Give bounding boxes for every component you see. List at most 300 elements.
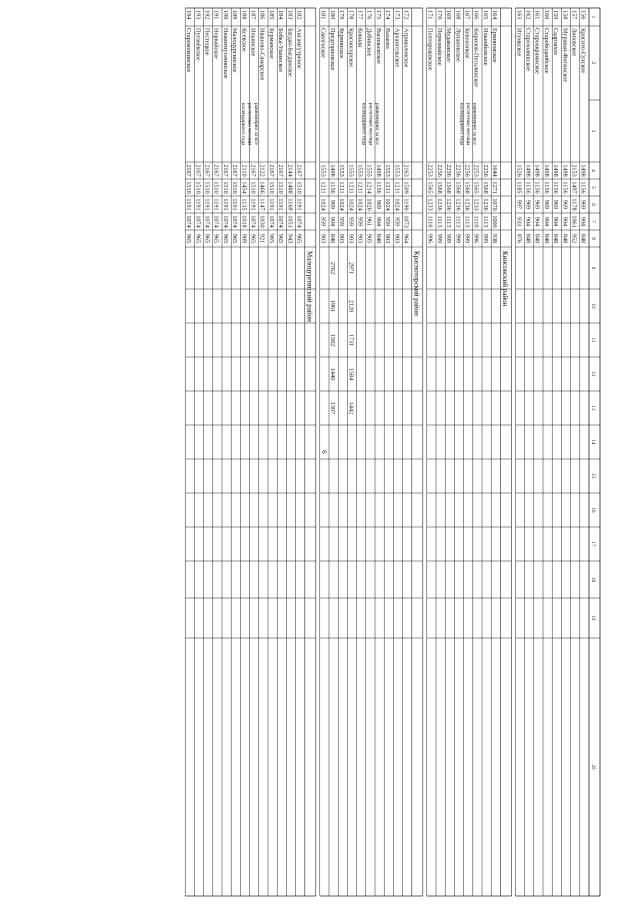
row-number: 166 [472,10,480,20]
value-cell: 1553 [384,164,392,177]
value-cell: 1156 [542,181,550,194]
value-cell: 1553 [338,164,346,177]
value-cell: 965 [295,233,303,244]
value-cell: 1156 [328,181,336,194]
value-cell: 848 [542,233,550,244]
value-cell: 1110 [472,215,480,228]
value-cell: 1024 [338,198,346,211]
value-cell: 1498 [579,164,587,177]
value-cell: 969 [542,199,550,210]
value-cell: 943 [286,233,294,244]
value-cell: 2120 [347,299,355,313]
value-cell: 2256 [454,164,462,177]
value-cell: 965 [231,233,239,244]
value-cell: 1510 [277,181,285,194]
column-number: 17 [590,541,595,547]
row-number: 161 [533,10,541,20]
value-cell: 2253 [426,164,434,177]
district-label: Малоцургинский район [305,251,314,322]
district-label: Кинсовский район [500,251,509,307]
value-cell: 2971 [347,261,355,275]
value-cell: 1074 [203,215,211,228]
value-cell: 1510 [221,181,229,194]
value-cell: 2167 [295,164,303,177]
value-cell: 1568 [435,181,443,194]
settlement-name: Васильевское [374,28,382,64]
settlement-name: Предгорновское [328,28,336,71]
value-cell: 1555 [365,164,373,177]
value-cell: 965 [194,233,202,244]
settlement-name: Норвайское [212,28,220,59]
value-cell: 1156 [533,181,541,194]
row-number: 184 [277,10,285,20]
value-cell: 1074 [194,215,202,228]
value-cell: 1211 [356,181,364,194]
value-cell: 2144 [286,164,294,177]
allocation-note: равномерно за все [373,103,380,145]
value-cell: 1110 [426,215,434,228]
value-cell: 921 [258,233,266,244]
value-cell: 2167 [185,164,193,177]
settlement-name: Ильинское [249,28,257,57]
value-cell: 1113 [435,215,443,228]
value-cell: 997 [515,199,523,210]
settlement-name: Куряниское [338,28,346,59]
value-cell: 1156 [552,181,560,194]
value-cell: 965 [221,233,229,244]
settlement-name: Первомайское [435,28,443,66]
value-cell: 1466 [258,181,266,194]
value-cell: 1191 [249,198,257,211]
row-number: 160 [542,10,550,20]
row-number: 156 [579,10,587,20]
value-cell: 1731 [347,333,355,347]
value-cell: 969 [328,199,336,210]
row-number: 171 [426,10,434,20]
value-cell: 1510 [249,181,257,194]
value-cell: 1271 [491,181,499,194]
value-cell: 1584 [347,367,355,381]
value-cell: 1147 [258,198,266,211]
settlement-name: Вазаевл [384,28,392,49]
row-number: 183 [286,10,294,20]
value-cell: 904 [552,216,560,227]
row-number: 177 [356,10,364,20]
value-cell: 2256 [445,164,453,177]
value-cell: 1498 [328,164,336,177]
value-cell: 2153 [570,164,578,177]
value-cell: 1113 [463,215,471,228]
value-cell: 1553 [347,164,355,177]
value-cell: 1051 [286,215,294,228]
row-number: 180 [328,10,336,20]
value-cell: 1454 [240,181,248,194]
value-cell: 1214 [365,181,373,194]
value-cell: 904 [374,216,382,227]
value-cell: 1553 [393,164,401,177]
column-number: 20 [590,764,595,770]
row-number: 179 [338,10,346,20]
column-number: 10 [590,303,595,309]
value-cell: 1191 [221,198,229,211]
value-cell: 1000 [491,215,499,228]
value-cell: 1488 [286,181,294,194]
value-cell: 1497 [570,181,578,194]
allocation-note: равномерно за все [253,103,260,145]
value-cell: 2253 [472,164,480,177]
value-cell: 1191 [185,198,193,211]
value-cell: 1568 [445,181,453,194]
column-number: 1 [590,15,595,19]
value-cell: 1024 [347,198,355,211]
value-cell: 1135 [240,198,248,211]
value-cell: 1568 [454,181,462,194]
value-cell: 904 [533,216,541,227]
page-number: 6 [320,450,328,454]
row-number: 169 [445,10,453,20]
allocation-note: расчетные месяцы [465,103,472,146]
value-cell: 1018 [240,215,248,228]
value-cell: 1156 [561,181,569,194]
value-cell: 1061 [570,215,578,228]
value-cell: 1026 [365,198,373,211]
settlement-name: Ксевское [240,28,248,52]
value-cell: 1568 [481,181,489,194]
value-cell: 996 [472,233,480,244]
value-cell: 1030 [258,215,266,228]
value-cell: 1510 [231,181,239,194]
row-number: 174 [384,10,392,20]
row-number: 163 [515,10,523,20]
value-cell: 1211 [384,181,392,194]
column-number: 11 [590,337,595,343]
value-cell: 1178 [570,198,578,211]
value-cell: 999 [445,233,453,244]
value-cell: 2167 [212,164,220,177]
value-cell: 2163 [402,164,410,177]
value-cell: 1074 [267,215,275,228]
column-number: 14 [590,439,595,445]
column-number: 5 [590,186,595,189]
row-number: 176 [365,10,373,20]
value-cell: 1074 [231,215,239,228]
value-cell: 2256 [481,164,489,177]
value-cell: 904 [579,216,587,227]
settlement-name: Старободанбское [542,28,550,74]
value-cell: 999 [435,233,443,244]
row-number: 185 [267,10,275,20]
settlement-name: Красногорское [347,28,355,68]
settlement-name: Малоцургинское [231,28,239,73]
settlement-name: Архангельское [393,28,401,68]
settlement-name: Иваново-Самарское [258,28,266,81]
value-cell: 1498 [524,164,532,177]
value-cell: 1498 [561,164,569,177]
allocation-note: расчетные месяцы [367,103,374,146]
value-cell: 1074 [295,215,303,228]
value-cell: 965 [212,233,220,244]
value-cell: 959 [384,216,392,227]
value-cell: 903 [384,233,392,244]
settlement-name: Садрзахое [552,28,560,56]
value-cell: 2256 [463,164,471,177]
settlement-name: Ильинбовское [481,28,489,66]
value-cell: 1190 [402,198,410,211]
settlement-name: Бурманское [267,28,275,59]
value-cell: 959 [356,216,364,227]
row-number: 162 [524,10,532,20]
row-number: 182 [295,10,303,20]
value-cell: 969 [579,199,587,210]
settlement-name: Нижненугачинское [221,28,229,79]
value-cell: 999 [481,233,489,244]
value-cell: 1498 [542,164,550,177]
value-cell: 1510 [203,181,211,194]
value-cell: 1156 [374,181,382,194]
column-number: 19 [590,615,595,621]
settlement-name: Пугачёвское [194,28,202,61]
column-number: 9 [590,266,595,270]
value-cell: 969 [524,199,532,210]
settlement-name: Полтороковское [426,28,434,71]
value-cell: 1568 [463,181,471,194]
row-number: 167 [463,10,471,20]
row-number: 194 [185,10,193,20]
value-cell: 1236 [463,198,471,211]
allocation-note: равномерно за все [471,103,478,145]
value-cell: 904 [542,216,550,227]
value-cell: 1191 [194,198,202,211]
value-cell: 1211 [347,181,355,194]
value-cell: 1191 [231,198,239,211]
value-cell: 905 [365,233,373,244]
row-number: 158 [561,10,569,20]
settlement-name: Старомоминское [185,28,193,73]
value-cell: 965 [203,233,211,244]
value-cell: 904 [328,216,336,227]
settlement-name: Добинское [365,28,373,57]
settlement-name: Краснэо-Сухское [579,28,587,74]
column-number: 15 [590,473,595,479]
value-cell: 965 [277,233,285,244]
value-cell: 848 [524,233,532,244]
value-cell: 848 [374,233,382,244]
value-cell: 1074 [221,215,229,228]
settlement-name: Ансамгутреное [295,28,303,69]
settlement-name: Кирилов-Песьлинское [472,28,480,88]
value-cell: 1191 [203,198,211,211]
value-cell: 876 [515,233,523,244]
row-number: 181 [319,10,327,20]
value-cell: 2762 [328,261,336,275]
value-cell: 909 [240,233,248,244]
value-cell: 1236 [445,198,453,211]
row-number: 164 [491,10,499,20]
value-cell: 848 [579,233,587,244]
value-cell: 1307 [328,401,336,415]
value-cell: 1565 [426,181,434,194]
value-cell: 1526 [515,164,523,177]
value-cell: 1644 [491,164,499,177]
row-number: 187 [249,10,257,20]
settlement-name: Кокнан [356,28,364,48]
value-cell: 2167 [249,164,257,177]
value-cell: 1074 [212,215,220,228]
value-cell: 1211 [319,181,327,194]
allocation-note: календарного года [239,103,246,146]
value-cell: 903 [393,233,401,244]
row-number: 170 [435,10,443,20]
value-cell: 1070 [491,198,499,211]
settlement-name: Агриколовское [402,28,410,68]
allocation-note: календарного года [360,103,367,146]
value-cell: 1510 [185,181,193,194]
row-number: 191 [212,10,220,20]
settlement-name: Савлгнское [319,28,327,59]
value-cell: 2167 [231,164,239,177]
settlement-name: Ерминовское [491,28,499,63]
value-cell: 2110 [240,164,248,177]
row-number: 173 [393,10,401,20]
value-cell: 1510 [295,181,303,194]
allocation-note: расчетные месяцы [246,103,253,146]
value-cell: 1553 [319,164,327,177]
value-cell: 2167 [194,164,202,177]
value-cell: 1191 [212,198,220,211]
value-cell: 1074 [185,215,193,228]
settlement-name: Лупановское [454,28,462,62]
settlement-name: Итумкское [515,28,523,57]
row-number: 175 [374,10,382,20]
value-cell: 938 [491,233,499,244]
value-cell: 1024 [319,198,327,211]
value-cell: 1498 [552,164,560,177]
value-cell: 933 [515,216,523,227]
column-number: 4 [590,169,595,172]
value-cell: 1169 [286,198,294,211]
column-number: 8 [590,237,595,240]
value-cell: 965 [249,233,257,244]
value-cell: 969 [374,199,382,210]
row-number: 172 [402,10,410,20]
value-cell: 1498 [374,164,382,177]
value-cell: 1510 [212,181,220,194]
value-cell: 1113 [481,215,489,228]
value-cell: 2122 [258,164,266,177]
value-cell: 1498 [533,164,541,177]
value-cell: 1442 [347,401,355,415]
value-cell: 959 [393,216,401,227]
column-number: 6 [590,203,595,206]
value-cell: 961 [365,216,373,227]
value-cell: 1156 [579,181,587,194]
value-cell: 1113 [445,215,453,228]
value-cell: 969 [552,199,560,210]
value-cell: 1191 [295,198,303,211]
column-number: 12 [590,371,595,377]
value-cell: 1191 [267,198,275,211]
row-number: 168 [454,10,462,20]
value-cell: 952 [570,233,578,244]
row-number: 192 [203,10,211,20]
settlement-name: Багдан-Багданское [286,28,294,77]
settlement-name: Муравьи-Фигинское [561,28,569,83]
allocation-note: календарного года [458,103,465,146]
value-cell: 1565 [472,181,480,194]
row-number: 186 [258,10,266,20]
settlement-name: Староакрамнское [533,28,541,74]
value-cell: 1074 [249,215,257,228]
value-cell: 1509 [402,181,410,194]
value-cell: 903 [338,233,346,244]
value-cell: 1024 [384,198,392,211]
value-cell: 848 [328,233,336,244]
value-cell: 969 [561,199,569,210]
value-cell: 2167 [267,164,275,177]
value-cell: 1510 [267,181,275,194]
value-cell: 969 [533,199,541,210]
value-cell: 959 [347,216,355,227]
value-cell: 1553 [356,164,364,177]
value-cell: 1233 [426,198,434,211]
value-cell: 1211 [338,181,346,194]
value-cell: 904 [524,216,532,227]
district-label: Красноторский район [412,251,421,316]
settlement-name: Кеволопкое [463,28,471,59]
value-cell: 1236 [454,198,462,211]
value-cell: 1961 [328,299,336,313]
value-cell: 965 [185,233,193,244]
value-cell: 999 [463,233,471,244]
value-cell: 1074 [277,215,285,228]
value-cell: 1211 [393,181,401,194]
value-cell: 903 [356,233,364,244]
value-cell: 1440 [328,367,336,381]
value-cell: 1236 [481,198,489,211]
settlement-name: Липовское [570,28,578,57]
value-cell: 2167 [277,164,285,177]
value-cell: 1191 [277,198,285,211]
column-number: 18 [590,577,595,582]
value-cell: 959 [319,216,327,227]
value-cell: 964 [402,233,410,244]
value-cell: 1185 [515,181,523,194]
row-number: 189 [231,10,239,20]
row-number: 165 [481,10,489,20]
value-cell: 2256 [435,164,443,177]
row-number: 190 [221,10,229,20]
value-cell: 903 [319,233,327,244]
row-number: 188 [240,10,248,20]
value-cell: 999 [454,233,462,244]
value-cell: 965 [267,233,275,244]
row-number: 159 [552,10,560,20]
row-number: 178 [347,10,355,20]
settlement-name: Старозоавшское [524,28,532,72]
value-cell: 996 [426,233,434,244]
column-number: 13 [590,405,595,411]
value-cell: 1236 [435,198,443,211]
value-cell: 1113 [454,215,462,228]
settlement-name: Пестецкое [203,28,211,56]
value-cell: 1582 [328,333,336,347]
column-number: 16 [590,507,595,513]
value-cell: 1024 [356,198,364,211]
value-cell: 903 [347,233,355,244]
column-number: 2 [590,61,595,65]
settlement-name: Мудаковское [445,28,453,62]
value-cell: 2167 [203,164,211,177]
